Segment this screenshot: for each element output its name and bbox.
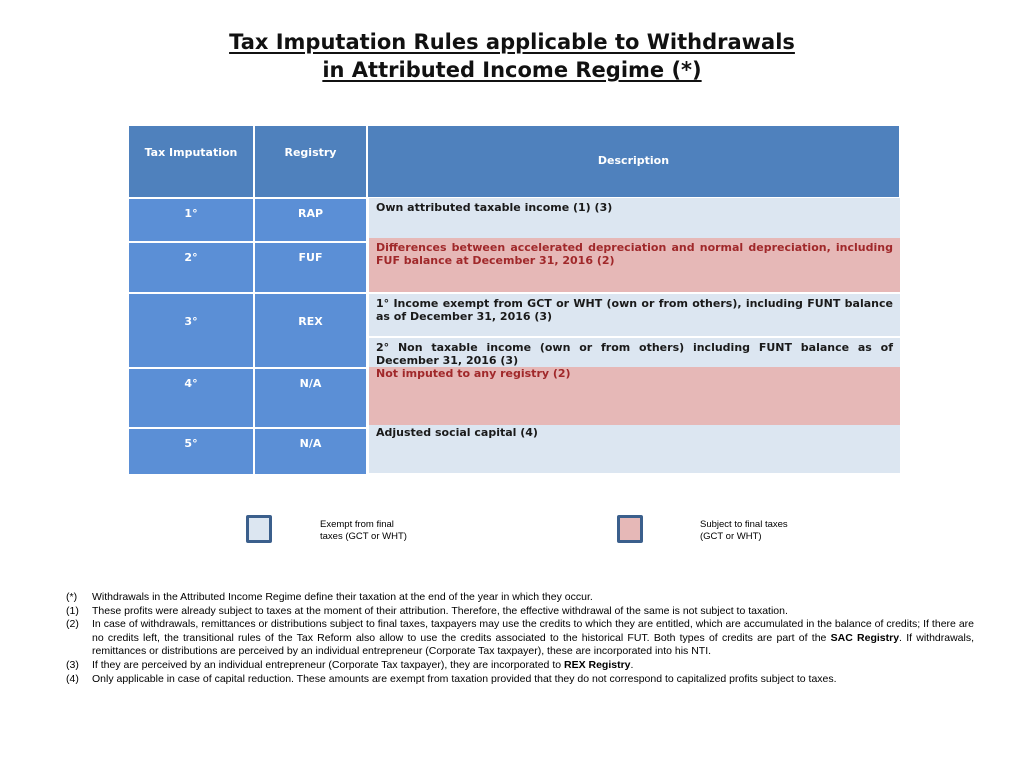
legend-subject-label [700,519,788,543]
row5-description: Adjusted social capital (4) [369,425,900,473]
footnote-text [92,618,974,659]
row4-description: Not imputed to any registry (2) [369,367,900,425]
footnote-text-part: If they are perceived by an individual entrepreneur (Corporate Tax taxpayer), they are incorporated to [92,658,564,671]
legend-subject-line1: Subject to final taxes [700,519,788,530]
row2-description: Differences between accelerated depreciation and normal depreciation, including FUF balance at December 31, 2016 (2) [369,238,900,292]
footnote-2 [66,618,974,659]
legend-exempt-line2: taxes (GCT or WHT) [320,531,407,542]
footnote-1 [66,605,974,619]
footnote-text: Withdrawals in the Attributed Income Regime define their taxation at the end of the year in which they occur. [92,591,593,603]
footnote-text-part: . If withdrawals, remittances or distributions are perceived by an individual entrepreneur (Corporate Tax taxpayer), these are incorporated into his NTI. [92,631,975,658]
footnote-key: (3) [66,658,79,671]
footnote-star [66,591,974,605]
footnote-key: (*) [66,591,78,603]
imputation-table [128,125,900,475]
legend-exempt-line1: Exempt from final [320,519,394,530]
footnote-key: (4) [66,672,79,685]
footnotes [66,591,974,686]
footnote-4 [66,673,974,687]
legend-subject-swatch [617,515,643,543]
row1-registry: RAP [254,198,367,242]
header-description-label: Description [597,154,670,167]
row1-imputation: 1° [128,198,254,242]
footnote-key: (1) [66,604,79,617]
row4-registry: N/A [254,368,367,428]
row3-description-1: 1° Income exempt from GCT or WHT (own or from others), including FUNT balance as of December 31, 2016 (3) [369,294,900,336]
row3-imputation: 3° [128,293,254,368]
footnote-text: Only applicable in case of capital reduction. These amounts are exempt from taxation provided that they do not correspond to capitalized profits subject to taxes. [92,672,837,685]
legend-exempt-label [320,519,407,543]
header-tax-imputation-label: Tax Imputation [144,146,238,159]
legend-subject-line2: (GCT or WHT) [700,531,762,542]
row5-registry: N/A [254,428,367,475]
sac-registry-term: SAC Registry [830,631,900,644]
footnote-text: These profits were already subject to taxes at the moment of their attribution. Therefore, the effective withdrawal of the same is not subject to taxation. [92,604,788,617]
footnote-text-part: . [630,658,634,671]
legend-exempt-swatch [246,515,272,543]
row2-imputation: 2° [128,242,254,293]
row5-imputation: 5° [128,428,254,475]
footnote-text-part: In case of withdrawals, remittances or distributions subject to final taxes, taxpayers may use the credits to which they are entitled, which are accumulated in the balance of credits; If there are no credits left, the transitional rules of the Tax Reform also allow to use the credits associated to the historical FUT. Both types of credits are part of the [92,618,974,644]
header-registry-label: Registry [284,146,337,159]
footnote-3 [66,659,974,673]
header-tax-imputation [128,125,254,198]
title-line-1: Tax Imputation Rules applicable to Withdrawals [229,30,795,54]
footnote-text [92,659,974,673]
header-registry [254,125,367,198]
row4-imputation: 4° [128,368,254,428]
title-line-2: in Attributed Income Regime (*) [322,58,702,82]
page-title [0,28,1024,84]
header-description [367,125,900,198]
rex-registry-term: REX Registry [564,658,631,671]
row3-registry: REX [254,293,367,368]
row3-description-2: 2° Non taxable income (own or from others) including FUNT balance as of December 31, 2016 (3) [369,336,900,367]
row2-registry: FUF [254,242,367,293]
footnote-key: (2) [66,618,79,631]
row1-description: Own attributed taxable income (1) (3) [369,198,900,238]
